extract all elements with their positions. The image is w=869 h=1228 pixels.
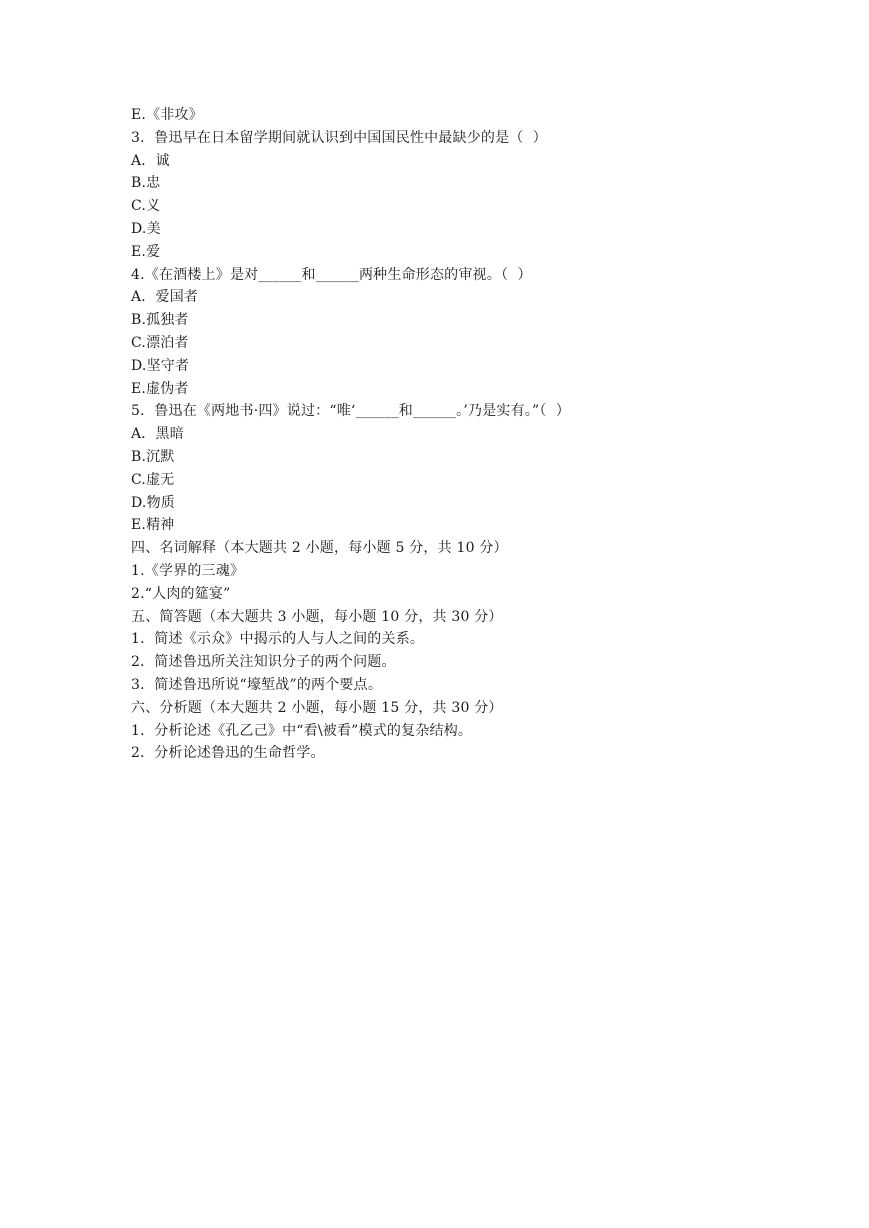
short-answer-3: 3．简述鲁迅所说“壕堑战”的两个要点。: [131, 676, 383, 693]
option-c-piaobozhe: C.漂泊者: [131, 334, 189, 351]
section-4-heading: 四、名词解释（本大题共 2 小题，每小题 5 分，共 10 分）: [131, 540, 508, 557]
question-5: 5．鲁迅在《两地书·四》说过：“唯‘______和______。’乃是实有。”（ ）: [131, 403, 571, 420]
analysis-2: 2．分析论述鲁迅的生命哲学。: [131, 745, 325, 762]
option-e-feigong: E.《非攻》: [131, 107, 203, 123]
term-2: 2.“人肉的筵宴”: [131, 585, 231, 602]
option-a-cheng: A．诚: [131, 152, 170, 169]
option-b-guduzhe: B.孤独者: [131, 312, 189, 329]
section-5-heading: 五、简答题（本大题共 3 小题，每小题 10 分，共 30 分）: [131, 608, 503, 625]
question-4: 4.《在酒楼上》是对______和______两种生命形态的审视。（ ）: [131, 266, 532, 283]
document-content: [131, 104, 751, 765]
option-e-xuweizhe: E.虚伪者: [131, 380, 189, 397]
short-answer-2: 2．简述鲁迅所关注知识分子的两个问题。: [131, 654, 396, 671]
option-c-yi: C.义: [131, 198, 161, 215]
option-d-mei: D.美: [131, 220, 161, 237]
option-a-aiguozhe: A．爱国者: [131, 289, 199, 306]
option-c-xuwu: C.虚无: [131, 471, 175, 488]
option-b-chenmo: B.沉默: [131, 448, 175, 465]
analysis-1: 1．分析论述《孔乙己》中“看\被看”模式的复杂结构。: [131, 722, 473, 739]
option-d-wuzhi: D.物质: [131, 494, 175, 511]
term-1: 1.《学界的三魂》: [131, 562, 245, 579]
option-e-jingshen: E.精神: [131, 517, 175, 534]
option-b-zhong: B.忠: [131, 175, 161, 192]
option-e-ai: E.爱: [131, 243, 161, 260]
option-a-heian: A．黑暗: [131, 426, 184, 443]
short-answer-1: 1．简述《示众》中揭示的人与人之间的关系。: [131, 631, 425, 648]
section-6-heading: 六、分析题（本大题共 2 小题，每小题 15 分，共 30 分）: [131, 699, 503, 716]
option-d-jianshouzhe: D.坚守者: [131, 357, 190, 374]
question-3: 3．鲁迅早在日本留学期间就认识到中国国民性中最缺少的是（ ）: [131, 129, 548, 146]
